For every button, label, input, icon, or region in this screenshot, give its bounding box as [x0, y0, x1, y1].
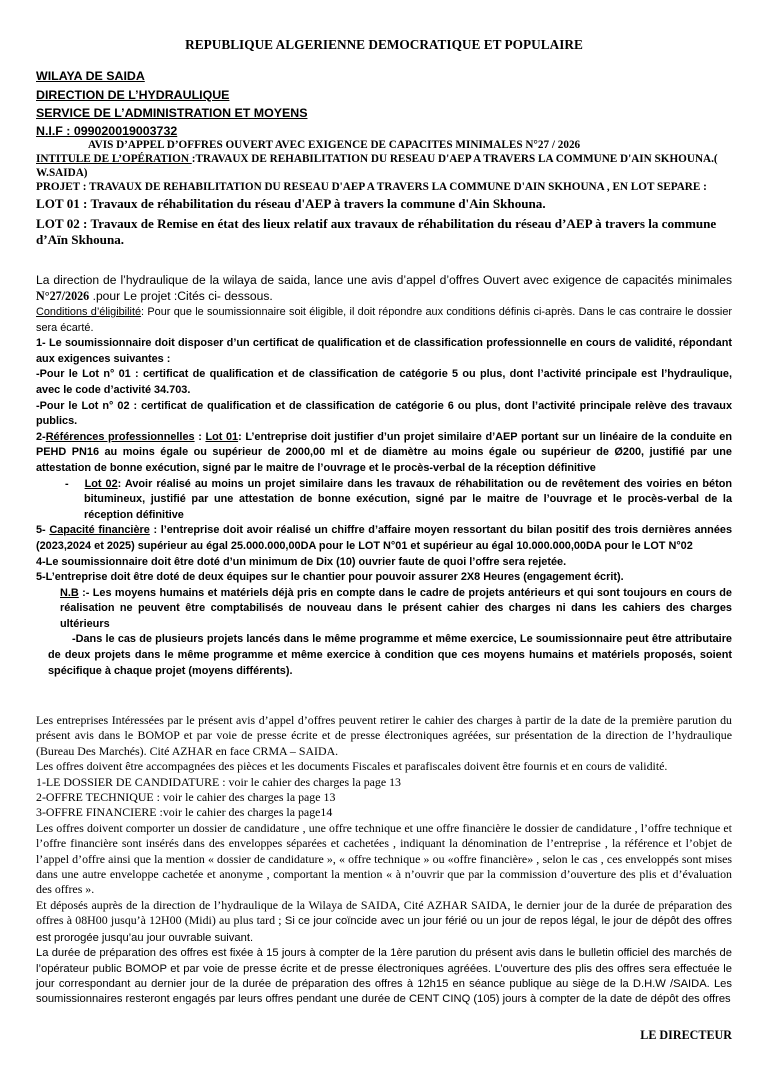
paragraph-duree: La durée de préparation des offres est fixée à 15 jours à compter de la 1ère parution du présent avis dans le bulletin officiel des marchés de l’opérateur public BOMOP et par voie de presse écrite et de presse électroniques agréées. L’ouverture des plis des offres sera effectuée le jour correspondant au dernier jour de la durée de préparation des offres à 12h15 en séance publique au siège de la D.H.W /SAIDA. Les soumissionnaires resteront engagés par leurs offres pendant une durée de CENT CINQ (105) jours à compter de la date de dépôt des offres: [36, 947, 732, 1006]
nif-number: N.I.F : 099020019003732: [36, 124, 178, 138]
condition-2-lot-2: [36, 477, 732, 524]
list-item-candidature: 1-LE DOSSIER DE CANDIDATURE : voir le cahier des charges la page 13: [36, 774, 402, 789]
paragraph-depot: [36, 898, 732, 946]
avis-title: AVIS D’APPEL D’OFFRES OUVERT AVEC EXIGENCE DE CAPACITES MINIMALES N°27 / 2026: [88, 139, 581, 151]
depot-text-a: Et déposés auprès de la direction de l’hydraulique de la Wilaya de SAIDA, Cité AZHAR SAIDA, le dernier jour de la durée de préparation des offres à 08H00 jusqu’à 12H00 (Midi) au plus tard ;: [36, 897, 732, 928]
depot-text-b: Si ce jour coïncide avec un jour férié ou un jour de repos légal, le jour de dépôt des offres est prorogée jusqu’au jour ouvrable suivant.: [36, 915, 732, 944]
avis-number: N°27/2026: [36, 288, 90, 303]
main-body: [36, 713, 732, 1008]
references-label: Références professionnelles: [45, 430, 195, 443]
condition-2-sep: :: [194, 430, 206, 443]
list-item-technique: 2-OFFRE TECHNIQUE : voir le cahier des charges la page 13: [36, 790, 336, 805]
condition-1-lot-2: -Pour le Lot n° 02 : certificat de qualification et de classification de catégorie 6 ou plus, dont l’activité principale relève des travaux publics.: [36, 399, 732, 428]
condition-5-text: : l’entreprise doit avoir réalisé un chiffre d’affaire moyen ressortant du bilan positif des trois dernières années (2023,2024 et 2025) supérieur au égal 25.000.000,00DA pour le LOT N°01 et supérieur au égal 10.000.000,00DA pour le LOT N°02: [36, 524, 733, 552]
nb-note: [36, 586, 732, 633]
intro-text-a: La direction de l’hydraulique de la wilaya de saida, lance une avis d’appel d’offres Ouvert avec exigence de capacités minimales: [36, 273, 732, 287]
conditions-section: [36, 305, 732, 679]
eligibility-label: Conditions d’éligibilité: [36, 306, 142, 318]
paragraph-retrait: Les entreprises Intéressées par le présent avis d’appel d’offres peuvent retirer le cahier des charges à partir de la date de la première parution du présent avis dans le BOMOP et par voie de presse écrite et de presse électroniques agréées, sur présentation de la direction de l’hydraulique (Bureau Des Marchés). Cité AZHAR en face CRMA – SAIDA.: [36, 713, 732, 758]
nb-text: :- Les moyens humains et matériels déjà pris en compte dans le cadre de projets antérieurs et qui sont toujours en cours de réalisation ne peuvent être comptabilisés de nouveau dans le présent cahier des charges ni dans les cahiers des charges ultérieurs: [60, 586, 732, 630]
intitule-label: INTITULE DE L’OPÉRATION: [36, 153, 192, 165]
condition-5-prefix: 5-: [36, 524, 50, 537]
signature: LE DIRECTEUR: [640, 1028, 732, 1042]
wilaya-heading: WILAYA DE SAIDA: [36, 69, 145, 83]
lot-01-label: Lot 01: [205, 430, 239, 443]
lot-02: LOT 02 : Travaux de Remise en état des lieux relatif aux travaux de réhabilitation du réseau d’AEP à travers la commune d’Aïn Skhouna.: [36, 216, 717, 247]
condition-2-lot-2-text: : Avoir réalisé au moins un projet similaire dans les travaux de réhabilitation ou de revêtement des voiries en béton bitumineux, justifié par une attestation de bonne exécution, signé par le maitre de l’ouvrage et le procès-verbal de la réception définitive: [84, 477, 733, 521]
condition-5b: 5-L’entreprise doit être doté de deux équipes sur le chantier pour pouvoir assurer 2X8 Heures (engagement écrit).: [36, 571, 624, 584]
financial-capacity-label: Capacité financière: [49, 524, 150, 537]
eligibility-conditions: [36, 305, 732, 336]
condition-5: [36, 523, 732, 554]
projet-line: PROJET : TRAVAUX DE REHABILITATION DU RESEAU D'AEP A TRAVERS LA COMMUNE D'AIN SKHOUNA , EN LOT SEPARE :: [36, 181, 707, 193]
condition-2-text: : L’entreprise doit justifier d’un projet similaire d’AEP portant sur un linéaire de la conduite en PEHD PN16 au moins égale ou supérieur de 2000,00 ml et de diamètre au moins égale ou supérieur de Ø200, justifié par une attestation de bonne exécution, signé par le maitre de l’ouvrage et le procès-verbal de la réception définitive: [36, 430, 733, 474]
condition-2-prefix: 2-: [36, 430, 46, 443]
intitule-text: :TRAVAUX DE REHABILITATION DU RESEAU D'AEP A TRAVERS LA COMMUNE D'AIN SKHOUNA.( W.SAIDA): [36, 153, 718, 179]
eligibility-text: : Pour que le soumissionnaire soit éligible, il doit répondre aux conditions définis ci-après. Dans le cas contraire le dossier sera écarté.: [36, 306, 732, 334]
paragraph-pieces: Les offres doivent être accompagnées des pièces et les documents Fiscales et parafiscales doivent être fournis et en cours de validité.: [36, 759, 668, 774]
lot-02-label: Lot 02: [84, 477, 118, 490]
paragraph-offres: Les offres doivent comporter un dossier de candidature , une offre technique et une offre financière le dossier de candidature , l’offre technique et l’offre financière sont insérés dans des enveloppes séparées et cachetées , indiquant la dénomination de l’entreprise , la référence et l’objet de l’appel d’offre ainsi que la mention « dossier de candidature », « offre technique » ou «offre financière» , selon le cas , ces enveloppés sont mises dans une autre enveloppe cachetée et anonyme , comportant la mention « à n’ouvrir que par la commission d’ouverture des plis et d’évaluation des offres ».: [36, 820, 732, 897]
intitule-line: [36, 152, 732, 180]
condition-4: 4-Le soumissionnaire doit être doté d’un minimum de Dix (10) ouvrier faute de quoi l’offre sera rejetée.: [36, 555, 567, 568]
lot-01: LOT 01 : Travaux de réhabilitation du réseau d'AEP à travers la commune d'Ain Skhouna.: [36, 196, 546, 211]
list-item-financiere: 3-OFFRE FINANCIERE :voir le cahier des charges la page14: [36, 805, 333, 820]
direction-heading: DIRECTION DE L’HYDRAULIQUE: [36, 88, 230, 102]
intro-text-b: .pour Le projet :Cités ci- dessous.: [89, 288, 273, 303]
service-heading: SERVICE DE L’ADMINISTRATION ET MOYENS: [36, 106, 308, 120]
avis-section: [36, 138, 732, 248]
nb-label: N.B: [60, 586, 79, 599]
republic-heading: REPUBLIQUE ALGERIENNE DEMOCRATIQUE ET POPULAIRE: [185, 37, 583, 52]
condition-1-lot-1: -Pour le Lot n° 01 : certificat de qualification et de classification de catégorie 5 ou plus, dont l’activité principale est l’hydraulique, avec le code d’activité 34.703.: [36, 368, 732, 396]
condition-1: 1- Le soumissionnaire doit disposer d’un certificat de qualification et de classification professionnelle en cours de validité, répondant aux exigences suivantes :: [36, 337, 732, 365]
bullet-dash: -: [65, 477, 69, 490]
intro-paragraph: [36, 273, 732, 304]
condition-2: [36, 430, 732, 477]
nb-note-2: -Dans le cas de plusieurs projets lancés dans le même programme et même exercice, Le soumissionnaire peut être attributaire de deux projets dans le même programme et même exercice à condition que ces moyens humains et matériels proposés, soient spécifique à chaque projet (moyens différents).: [48, 633, 732, 677]
